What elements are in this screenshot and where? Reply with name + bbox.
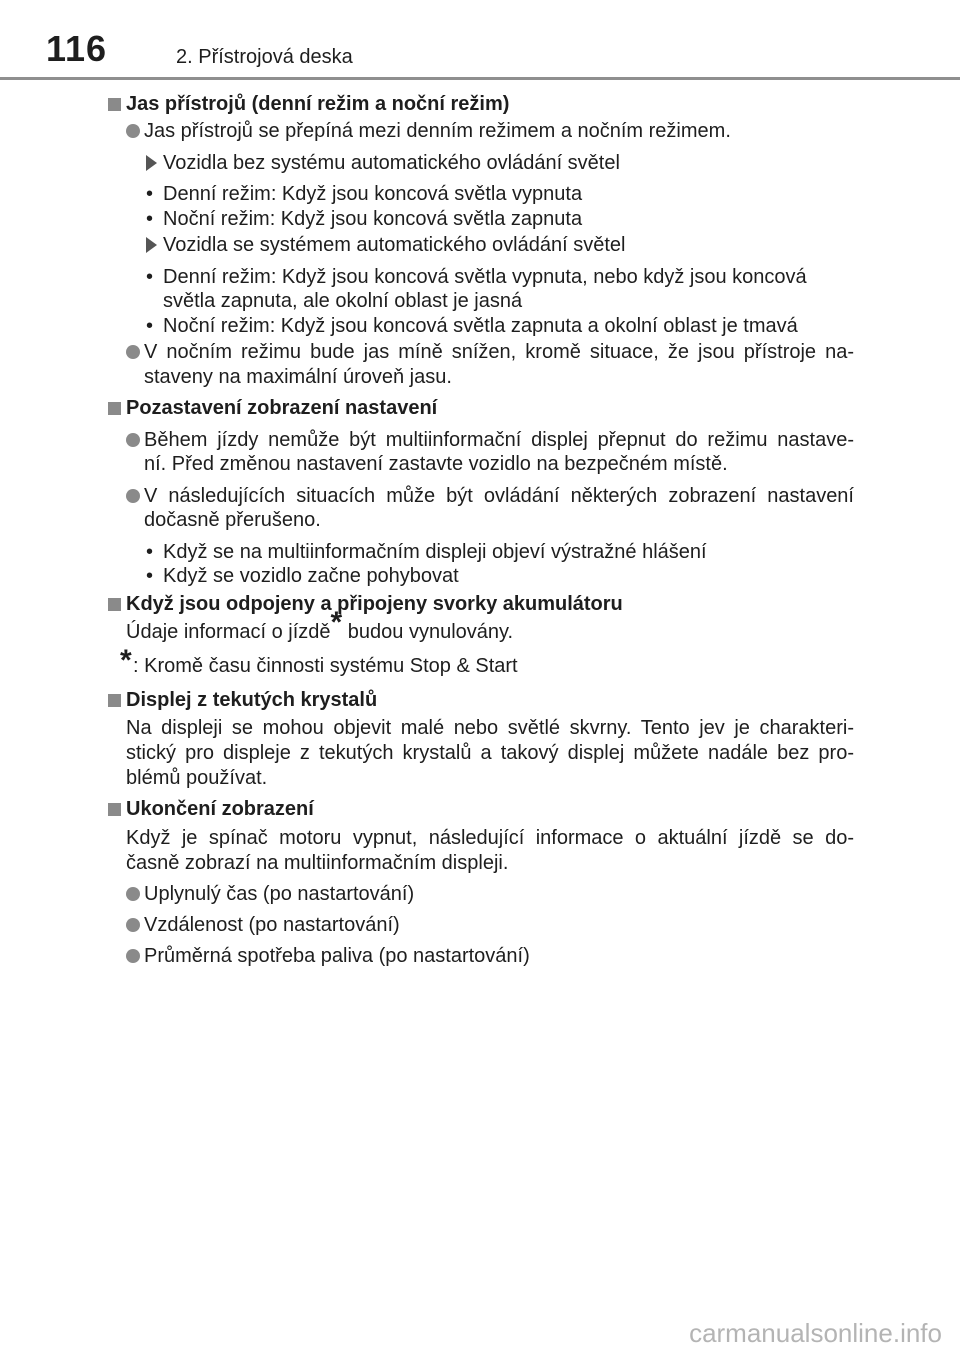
section-square-icon bbox=[108, 402, 121, 415]
bullet-dot-icon bbox=[126, 124, 140, 138]
list-item: Uplynulý čas (po nastartování) bbox=[144, 883, 415, 905]
paragraph-continuation: stický pro displeje z tekutých krystalů a takový displej můžete nadále bez pro- bbox=[126, 742, 854, 764]
paragraph: Když je spínač motoru vypnut, následující informace o aktuální jízdě se do- bbox=[126, 827, 854, 849]
list-item: Vzdálenost (po nastartování) bbox=[144, 914, 400, 936]
triangle-arrow-icon bbox=[146, 155, 157, 171]
paragraph-continuation: dočasně přerušeno. bbox=[144, 509, 321, 531]
paragraph: V následujících situacích může být ovládání některých zobrazení nastavení bbox=[144, 485, 854, 507]
paragraph: Jas přístrojů se přepíná mezi denním režimem a nočním režimem. bbox=[144, 120, 731, 142]
list-item: Průměrná spotřeba paliva (po nastartování) bbox=[144, 945, 530, 967]
list-item-continuation: světla zapnuta, ale okolní oblast je jasná bbox=[163, 290, 523, 312]
watermark: carmanualsonline.info bbox=[689, 1318, 942, 1348]
list-bullet: • bbox=[146, 541, 154, 563]
list-item: Denní režim: Když jsou koncová světla vypnuta bbox=[163, 183, 583, 205]
paragraph: V nočním režimu bude jas míně snížen, kromě situace, že jsou přístroje na- bbox=[144, 341, 854, 363]
section-heading-end-display: Ukončení zobrazení bbox=[126, 798, 314, 820]
section-square-icon bbox=[108, 694, 121, 707]
list-bullet: • bbox=[146, 183, 154, 205]
subheading: Vozidla se systémem automatického ovládání světel bbox=[163, 234, 626, 256]
paragraph bbox=[126, 606, 514, 644]
section-square-icon bbox=[108, 98, 121, 111]
list-bullet: • bbox=[146, 315, 154, 337]
bullet-dot-icon bbox=[126, 345, 140, 359]
section-heading-pause: Pozastavení zobrazení nastavení bbox=[126, 397, 438, 419]
bullet-dot-icon bbox=[126, 918, 140, 932]
paragraph: Během jízdy nemůže být multiinformační displej přepnut do režimu nastave- bbox=[144, 429, 854, 451]
paragraph-continuation: staveny na maximální úroveň jasu. bbox=[144, 366, 452, 388]
header-divider bbox=[0, 77, 960, 80]
list-item: Když se na multiinformačním displeji objeví výstražné hlášení bbox=[163, 541, 707, 563]
section-heading-brightness: Jas přístrojů (denní režim a noční režim) bbox=[126, 93, 510, 115]
bullet-dot-icon bbox=[126, 949, 140, 963]
list-item: Noční režim: Když jsou koncová světla zapnuta bbox=[163, 208, 583, 230]
chapter-title: 2. Přístrojová deska bbox=[176, 46, 353, 68]
paragraph: Na displeji se mohou objevit malé nebo světlé skvrny. Tento jev je charakteri- bbox=[126, 717, 854, 739]
paragraph-continuation: ní. Před změnou nastavení zastavte vozidlo na bezpečném místě. bbox=[144, 453, 728, 475]
asterisk-icon: * bbox=[330, 606, 343, 639]
section-heading-lcd: Displej z tekutých krystalů bbox=[126, 689, 378, 711]
paragraph-continuation: časně zobrazí na multiinformačním displeji. bbox=[126, 852, 509, 874]
list-item: Denní režim: Když jsou koncová světla vypnuta, nebo když jsou koncová bbox=[163, 266, 807, 288]
section-heading-battery: Když jsou odpojeny a připojeny svorky akumulátoru bbox=[126, 593, 623, 615]
list-bullet: • bbox=[146, 266, 154, 288]
bullet-dot-icon bbox=[126, 887, 140, 901]
text-before-asterisk: Údaje informací o jízdě bbox=[126, 621, 331, 643]
footnote-asterisk-icon: * bbox=[120, 644, 132, 677]
list-bullet: • bbox=[146, 565, 154, 587]
subheading: Vozidla bez systému automatického ovládání světel bbox=[163, 152, 620, 174]
section-square-icon bbox=[108, 598, 121, 611]
text-after-asterisk: budou vynulovány. bbox=[342, 621, 514, 643]
paragraph-continuation: blémů používat. bbox=[126, 767, 268, 789]
list-item: Když se vozidlo začne pohybovat bbox=[163, 565, 459, 587]
page-number: 116 bbox=[46, 28, 108, 69]
list-item: Noční režim: Když jsou koncová světla zapnuta a okolní oblast je tmavá bbox=[163, 315, 798, 337]
list-bullet: • bbox=[146, 208, 154, 230]
triangle-arrow-icon bbox=[146, 237, 157, 253]
page-header bbox=[0, 0, 960, 80]
bullet-dot-icon bbox=[126, 433, 140, 447]
section-square-icon bbox=[108, 803, 121, 816]
footnote: : Kromě času činnosti systému Stop & Start bbox=[133, 655, 518, 677]
bullet-dot-icon bbox=[126, 489, 140, 503]
